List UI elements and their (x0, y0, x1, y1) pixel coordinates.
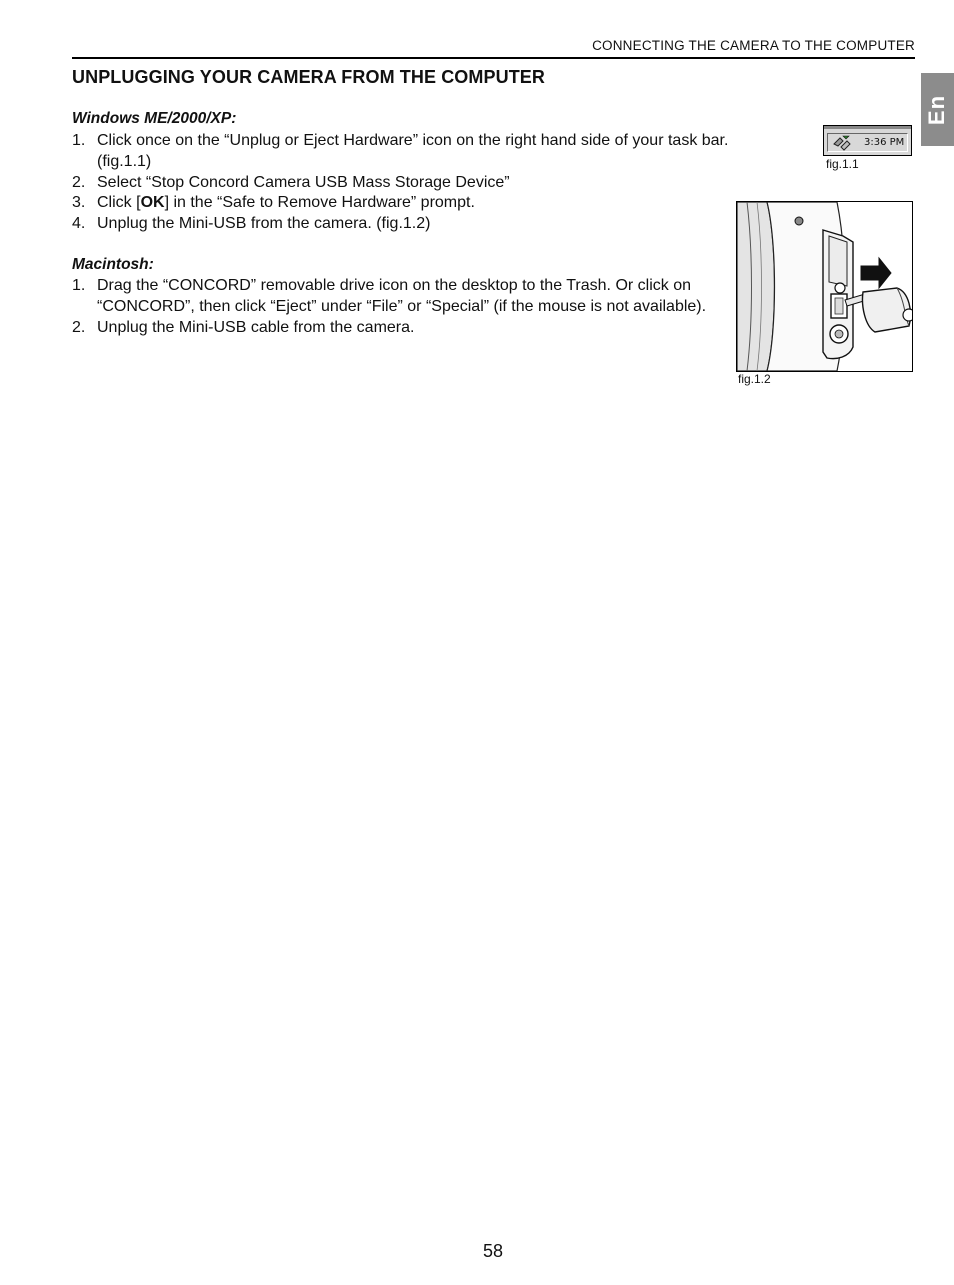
list-item (72, 214, 777, 235)
list-item (72, 173, 777, 194)
list-item (72, 193, 777, 214)
fig-1-2-caption: fig.1.2 (738, 372, 771, 386)
step-number: 1. (72, 277, 86, 294)
step-text: Click once on the “Unplug or Eject Hardware” icon on the right hand side of your task bar. (fig.1.1) (97, 132, 729, 170)
step-number: 2. (72, 173, 86, 191)
taskbar-edge (824, 126, 911, 129)
step-text: Drag the “CONCORD” removable drive icon on the desktop to the Trash. Or click on “CONCORD”, then click “Eject” under “File” or “Special” (if the mouse is not available). (97, 277, 707, 315)
camera-usb-illustration (737, 202, 912, 371)
windows-steps (72, 131, 777, 235)
step-number: 1. (72, 132, 86, 149)
step-number: 3. (72, 194, 86, 212)
step-text: Select “Stop Concord Camera USB Mass Storage Device” (97, 173, 510, 191)
list-item (72, 318, 717, 339)
macintosh-heading: Macintosh: (72, 256, 154, 273)
step-text-pre: Click [ (97, 194, 141, 212)
step-number: 2. (72, 318, 86, 336)
macintosh-steps (72, 276, 717, 338)
step-text (97, 193, 777, 214)
list-item (72, 131, 777, 173)
header-rule (72, 57, 915, 59)
camera-usb-figure (736, 201, 913, 372)
section-title: UNPLUGGING YOUR CAMERA FROM THE COMPUTER (72, 67, 546, 87)
page-number: 58 (482, 1241, 504, 1261)
taskbar-tray-figure (823, 125, 912, 156)
windows-heading: Windows ME/2000/XP: (72, 110, 237, 127)
step-text: Unplug the Mini-USB from the camera. (fig.1.2) (97, 215, 431, 233)
step-text: Unplug the Mini-USB cable from the camera. (97, 318, 415, 336)
list-item (72, 276, 717, 318)
language-tab (921, 73, 954, 146)
running-header: CONNECTING THE CAMERA TO THE COMPUTER (592, 38, 915, 53)
step-number: 4. (72, 215, 86, 233)
taskbar-clock: 3:36 PM (864, 137, 905, 148)
system-tray (827, 133, 908, 152)
eject-hardware-icon (832, 134, 852, 152)
ok-label: OK (140, 194, 165, 212)
fig-1-1-caption: fig.1.1 (826, 157, 859, 171)
step-text-post: ] in the “Safe to Remove Hardware” prompt. (164, 194, 475, 212)
language-tab-label: En (924, 94, 950, 125)
